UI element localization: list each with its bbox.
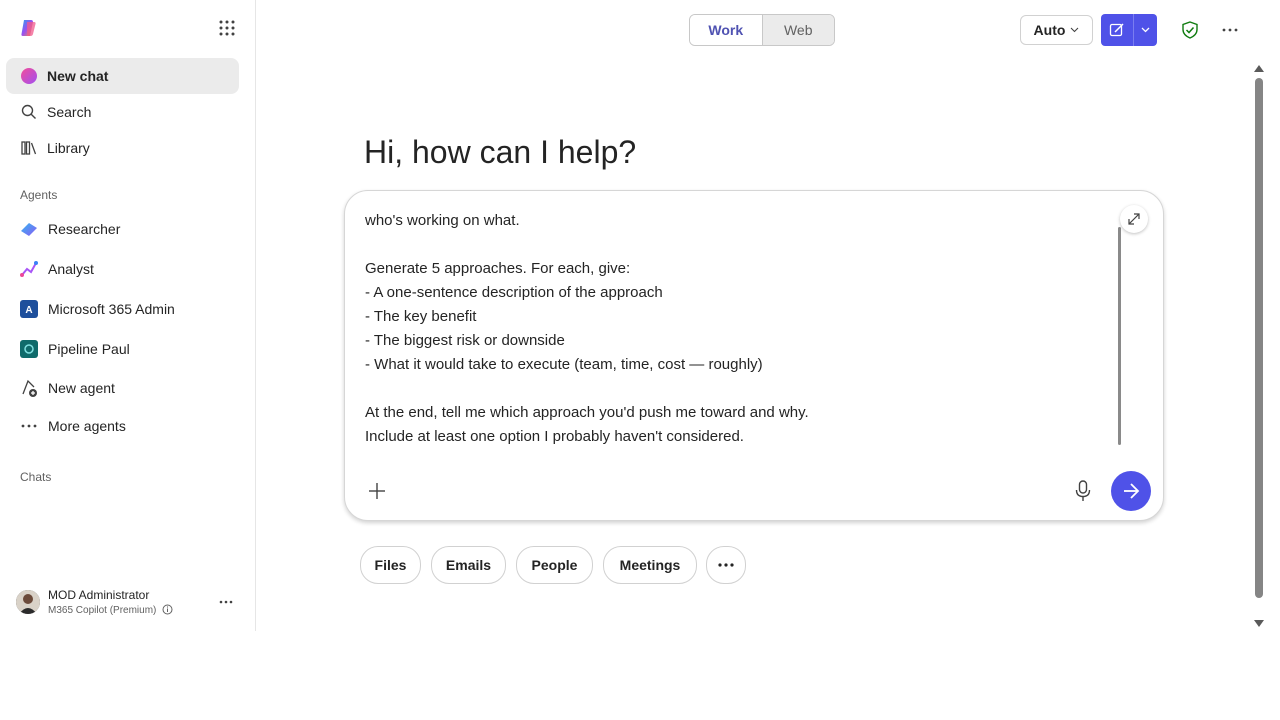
user-plan	[48, 604, 173, 616]
shield-check-icon[interactable]	[1181, 21, 1199, 39]
copilot-logo-icon[interactable]	[18, 18, 38, 38]
new-chat-button[interactable]	[6, 58, 239, 94]
model-selector[interactable]	[1020, 15, 1093, 45]
agent-researcher[interactable]	[6, 211, 239, 247]
chevron-down-icon	[1070, 27, 1079, 33]
model-label: Auto	[1033, 22, 1066, 38]
greeting-heading: Hi, how can I help?	[364, 134, 637, 170]
compose-dropdown-button[interactable]	[1134, 14, 1157, 46]
search-icon	[20, 103, 38, 121]
library-button[interactable]	[6, 130, 239, 166]
work-web-toggle	[689, 14, 835, 46]
microphone-icon[interactable]	[1073, 480, 1093, 502]
pipeline-paul-icon	[19, 339, 39, 359]
ellipsis-icon	[718, 563, 734, 567]
user-profile[interactable]	[16, 588, 246, 618]
chip-more-button[interactable]	[706, 546, 746, 584]
chats-heading: Chats	[20, 470, 52, 484]
researcher-icon	[19, 219, 39, 239]
agent-label: Researcher	[48, 221, 121, 237]
new-agent-label: New agent	[48, 380, 115, 396]
composer-scrollbar[interactable]	[1118, 227, 1121, 445]
add-icon[interactable]	[367, 481, 387, 501]
user-name: MOD Administrator	[48, 588, 150, 602]
agent-label: Microsoft 365 Admin	[48, 301, 175, 317]
chat-composer	[344, 190, 1164, 521]
expand-icon	[1127, 212, 1141, 226]
chip-meetings[interactable]: Meetings	[603, 546, 697, 584]
expand-button[interactable]	[1120, 205, 1148, 233]
new-agent-icon	[19, 378, 39, 398]
ellipsis-icon	[19, 416, 39, 436]
new-chat-label: New chat	[47, 68, 109, 84]
library-icon	[20, 139, 38, 157]
app-launcher-icon[interactable]	[218, 19, 236, 37]
more-agents-label: More agents	[48, 418, 126, 434]
more-options-icon[interactable]	[1221, 21, 1239, 39]
send-button[interactable]	[1111, 471, 1151, 511]
new-chat-icon	[20, 67, 38, 85]
tab-web[interactable]: Web	[762, 15, 835, 45]
arrow-right-icon	[1122, 483, 1140, 499]
compose-icon	[1109, 22, 1125, 38]
page-scrollbar-thumb[interactable]	[1255, 78, 1263, 598]
new-agent-button[interactable]	[6, 370, 239, 406]
library-label: Library	[47, 140, 90, 156]
avatar	[16, 590, 40, 614]
chip-people[interactable]: People	[516, 546, 593, 584]
scroll-down-icon[interactable]	[1252, 618, 1266, 628]
search-label: Search	[47, 104, 92, 120]
scroll-up-icon[interactable]	[1252, 64, 1266, 74]
compose-button[interactable]	[1101, 14, 1134, 46]
m365-admin-icon	[19, 299, 39, 319]
prompt-input[interactable]: who's working on what. Generate 5 approaches. For each, give: - A one-sentence description of the approach - The key benefit - The biggest risk or downside - What it would take to execute (team, time, cost — roughly) At the end, tell me which approach you'd push me toward and why. Include at least one option I probably haven't considered.	[365, 212, 809, 445]
agent-label: Pipeline Paul	[48, 341, 130, 357]
analyst-icon	[19, 259, 39, 279]
chevron-down-icon	[1141, 27, 1150, 33]
agent-label: Analyst	[48, 261, 94, 277]
agent-analyst[interactable]	[6, 251, 239, 287]
more-agents-button[interactable]	[6, 408, 239, 444]
svg-text:A: A	[25, 305, 33, 316]
chip-files[interactable]: Files	[360, 546, 421, 584]
user-plan-label: M365 Copilot (Premium)	[48, 605, 157, 616]
sidebar	[0, 0, 256, 631]
search-button[interactable]	[6, 94, 239, 130]
agent-m365-admin[interactable]	[6, 291, 239, 327]
info-icon[interactable]	[162, 604, 173, 615]
agent-pipeline-paul[interactable]	[6, 331, 239, 367]
new-chat-split-button	[1101, 14, 1157, 46]
tab-work[interactable]: Work	[690, 15, 762, 45]
chip-emails[interactable]: Emails	[431, 546, 506, 584]
agents-heading: Agents	[20, 188, 58, 202]
user-more-icon[interactable]	[219, 600, 233, 604]
